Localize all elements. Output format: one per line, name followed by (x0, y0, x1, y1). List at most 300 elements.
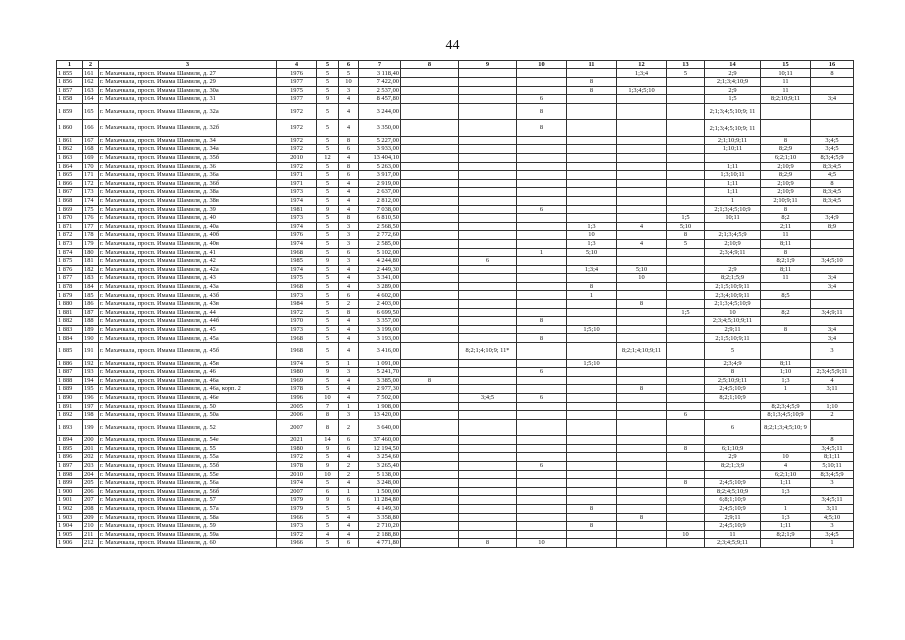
table-cell: 5 (317, 188, 339, 197)
table-cell (617, 504, 667, 513)
table-cell: 5 138,00 (359, 470, 401, 479)
table-cell (459, 300, 517, 309)
table-cell: 10 (617, 274, 667, 283)
table-cell (401, 120, 459, 137)
table-cell: 8 (339, 214, 359, 223)
table-cell: 8 (667, 479, 705, 488)
table-cell: 10 (317, 470, 339, 479)
table-cell: г. Махачкала, просп. Имама Шамиля, д. 36 (99, 162, 277, 171)
table-cell: г. Махачкала, просп. Имама Шамиля, д. 40б (99, 231, 277, 240)
table-cell (567, 436, 617, 445)
table-cell (459, 179, 517, 188)
table-cell (517, 325, 567, 334)
table-cell: 8;5 (761, 291, 811, 300)
table-cell (667, 376, 705, 385)
table-cell: 7 502,00 (359, 393, 401, 402)
table-cell: 6 699,50 (359, 308, 401, 317)
table-cell: 186 (83, 300, 99, 309)
table-cell: 3;4 (811, 325, 854, 334)
table-cell (667, 343, 705, 360)
table-cell: 1 878 (57, 282, 83, 291)
table-cell (517, 239, 567, 248)
table-cell (667, 95, 705, 104)
table-cell: 1972 (277, 103, 317, 120)
table-cell (811, 205, 854, 214)
table-cell: 3 (339, 368, 359, 377)
table-cell: 5 (317, 291, 339, 300)
table-cell (667, 461, 705, 470)
table-cell (459, 205, 517, 214)
table-cell: 1974 (277, 222, 317, 231)
table-cell: 1 871 (57, 222, 83, 231)
table-cell: 1968 (277, 334, 317, 343)
table-row (57, 103, 854, 120)
table-cell: 1971 (277, 179, 317, 188)
table-cell: 8;2;3;4;5;9 (761, 402, 811, 411)
table-cell: 8;2;1;9 (761, 257, 811, 266)
table-cell: 1 898 (57, 470, 83, 479)
table-cell: 185 (83, 291, 99, 300)
table-cell (567, 343, 617, 360)
table-cell: 5 (317, 69, 339, 78)
table-cell: 4 (617, 239, 667, 248)
table-cell: г. Махачкала, просп. Имама Шамиля, д. 42а (99, 265, 277, 274)
table-cell: 6 (517, 461, 567, 470)
table-cell: 1 500,00 (359, 487, 401, 496)
table-cell: 6 (339, 291, 359, 300)
table-cell (667, 103, 705, 120)
table-cell (811, 419, 854, 436)
table-cell: г. Махачкала, просп. Имама Шамиля, д. 44 (99, 308, 277, 317)
table-row (57, 453, 854, 462)
table-cell: 9 (317, 496, 339, 505)
table-cell: 11 (705, 530, 761, 539)
table-cell: 8 (517, 317, 567, 326)
table-cell: 3 193,00 (359, 334, 401, 343)
table-cell (667, 120, 705, 137)
table-cell: 5 241,70 (359, 368, 401, 377)
table-cell: 1 879 (57, 291, 83, 300)
table-cell: 2;3;4;5;9;11 (811, 368, 854, 377)
table-cell (517, 479, 567, 488)
table-cell (667, 359, 705, 368)
table-cell: 8 (317, 411, 339, 420)
table-cell (667, 145, 705, 154)
table-cell: 5 (317, 359, 339, 368)
table-cell (517, 436, 567, 445)
table-cell: 5 (317, 343, 339, 360)
table-cell: 170 (83, 162, 99, 171)
table-cell: 7 038,00 (359, 205, 401, 214)
table-cell: 2;1;3;4;5;10;9; 11 (705, 120, 761, 137)
table-cell (705, 402, 761, 411)
table-cell (567, 257, 617, 266)
table-cell: 4;5 (811, 171, 854, 180)
table-cell: г. Махачкала, просп. Имама Шамиля, д. 60 (99, 539, 277, 548)
table-cell (705, 257, 761, 266)
table-cell: г. Махачкала, просп. Имама Шамиля, д. 54е (99, 436, 277, 445)
table-cell: 1;5 (705, 95, 761, 104)
table-cell: 2 772,60 (359, 231, 401, 240)
table-cell: 11 (761, 86, 811, 95)
table-cell: 1985 (277, 257, 317, 266)
table-cell: 3 640,00 (359, 419, 401, 436)
table-cell: 4 149,30 (359, 504, 401, 513)
table-cell: г. Махачкала, просп. Имама Шамиля, д. 44б (99, 317, 277, 326)
table-cell (761, 539, 811, 548)
table-cell: 6 (317, 487, 339, 496)
table-cell (811, 86, 854, 95)
table-row (57, 257, 854, 266)
table-cell (617, 103, 667, 120)
table-cell: 1972 (277, 308, 317, 317)
table-cell: 4 (339, 179, 359, 188)
table-cell (401, 385, 459, 394)
table-cell: г. Махачкала, просп. Имама Шамиля, д. 55а (99, 453, 277, 462)
table-cell: 173 (83, 188, 99, 197)
table-cell (617, 78, 667, 87)
table-cell (459, 231, 517, 240)
table-cell: г. Махачкала, просп. Имама Шамиля, д. 57 (99, 496, 277, 505)
table-cell: 8 (705, 368, 761, 377)
table-cell: 1980 (277, 444, 317, 453)
table-cell: г. Махачкала, просп. Имама Шамиля, д. 45а (99, 334, 277, 343)
table-cell: 208 (83, 504, 99, 513)
table-cell (401, 257, 459, 266)
table-cell (761, 103, 811, 120)
table-cell (401, 282, 459, 291)
table-row (57, 522, 854, 531)
table-cell: 3;4 (811, 282, 854, 291)
table-cell: 5 (317, 196, 339, 205)
table-cell: 8;2;1;4;10;9;11 (617, 343, 667, 360)
table-cell (567, 513, 617, 522)
table-cell: 5 (317, 162, 339, 171)
table-cell (667, 162, 705, 171)
table-cell (567, 393, 617, 402)
table-cell (459, 444, 517, 453)
table-row (57, 282, 854, 291)
table-cell: 190 (83, 334, 99, 343)
table-cell: 8 (667, 444, 705, 453)
table-cell: 169 (83, 153, 99, 162)
table-cell: 1 864 (57, 162, 83, 171)
table-cell: 3 118,40 (359, 69, 401, 78)
table-cell: 3 350,00 (359, 120, 401, 137)
table-cell: 4 (317, 530, 339, 539)
table-cell: 6 (339, 539, 359, 548)
table-cell: 8;11 (761, 265, 811, 274)
table-cell: 188 (83, 317, 99, 326)
table-cell: 207 (83, 496, 99, 505)
table-cell: 1974 (277, 239, 317, 248)
table-cell: 8;1;11 (811, 453, 854, 462)
table-cell: 206 (83, 487, 99, 496)
table-cell: 2;9 (705, 86, 761, 95)
table-cell (667, 300, 705, 309)
table-row (57, 136, 854, 145)
table-cell: 1;10 (761, 368, 811, 377)
table-cell: 1966 (277, 513, 317, 522)
table-cell: 1 894 (57, 436, 83, 445)
table-cell (761, 120, 811, 137)
table-cell (401, 171, 459, 180)
table-cell: 1 883 (57, 325, 83, 334)
table-cell: 5 (317, 248, 339, 257)
table-row (57, 359, 854, 368)
table-cell: 1981 (277, 205, 317, 214)
table-cell: 1 886 (57, 359, 83, 368)
table-cell: 8 (761, 136, 811, 145)
table-cell: г. Махачкала, просп. Имама Шамиля, д. 34 (99, 136, 277, 145)
table-cell: 162 (83, 78, 99, 87)
table-cell: 5 (705, 343, 761, 360)
table-cell: г. Махачкала, просп. Имама Шамиля, д. 43 (99, 274, 277, 283)
table-row (57, 402, 854, 411)
table-cell: 4 (339, 103, 359, 120)
table-cell: 163 (83, 86, 99, 95)
table-cell: 4 (339, 325, 359, 334)
table-cell: 202 (83, 453, 99, 462)
table-row (57, 239, 854, 248)
table-cell: 4 (339, 317, 359, 326)
table-cell (617, 188, 667, 197)
table-cell (459, 334, 517, 343)
table-cell: 1 (705, 196, 761, 205)
table-cell: 2;1;5;10;9;11 (705, 282, 761, 291)
table-cell: 1 863 (57, 153, 83, 162)
table-cell (517, 196, 567, 205)
table-cell (517, 136, 567, 145)
table-cell: 8 (567, 504, 617, 513)
table-cell (459, 470, 517, 479)
table-cell: 1972 (277, 136, 317, 145)
table-cell (401, 368, 459, 377)
table-cell (459, 69, 517, 78)
table-cell (667, 317, 705, 326)
table-cell (517, 274, 567, 283)
table-cell: 1 866 (57, 179, 83, 188)
table-cell: 3;4 (811, 95, 854, 104)
table-cell: 1972 (277, 453, 317, 462)
table-cell: г. Махачкала, просп. Имама Шамиля, д. 27 (99, 69, 277, 78)
table-cell (459, 239, 517, 248)
table-cell: 1 901 (57, 496, 83, 505)
table-row (57, 308, 854, 317)
table-row (57, 196, 854, 205)
column-header: 10 (517, 61, 567, 69)
table-cell: 1 874 (57, 248, 83, 257)
table-cell: 209 (83, 513, 99, 522)
table-cell (459, 248, 517, 257)
table-cell: 5 (317, 222, 339, 231)
table-cell: 10 (567, 231, 617, 240)
table-cell: г. Махачкала, просп. Имама Шамиля, д. 55 (99, 444, 277, 453)
table-cell (617, 522, 667, 531)
table-cell: 2 403,00 (359, 300, 401, 309)
table-cell: 1 897 (57, 461, 83, 470)
table-cell: 4 (339, 393, 359, 402)
table-row (57, 248, 854, 257)
table-cell: 5 (317, 308, 339, 317)
table-header-row (57, 61, 854, 69)
table-cell (617, 308, 667, 317)
table-cell: 161 (83, 69, 99, 78)
table-cell: 5;10 (567, 248, 617, 257)
table-cell (517, 179, 567, 188)
table-cell: 8 (517, 103, 567, 120)
table-cell (401, 179, 459, 188)
table-cell: 1968 (277, 282, 317, 291)
table-cell: 6 (339, 436, 359, 445)
table-cell (617, 461, 667, 470)
table-cell (401, 188, 459, 197)
table-cell: 1;5;10 (567, 359, 617, 368)
table-cell: г. Махачкала, просп. Имама Шамиля, д. 40а (99, 222, 277, 231)
table-cell: 195 (83, 385, 99, 394)
table-cell: г. Махачкала, просп. Имама Шамиля, д. 30а (99, 86, 277, 95)
table-cell: 8;3;4;5 (811, 196, 854, 205)
table-cell: 2;4;5;10;9 (705, 504, 761, 513)
table-cell: 8 (339, 136, 359, 145)
table-row (57, 504, 854, 513)
table-cell: 5 (317, 385, 339, 394)
table-cell: 1 889 (57, 385, 83, 394)
table-cell (567, 496, 617, 505)
table-cell: г. Махачкала, просп. Имама Шамиля, д. 58а (99, 513, 277, 522)
table-cell: 5 (317, 120, 339, 137)
table-cell: 200 (83, 436, 99, 445)
table-cell: 6 (517, 95, 567, 104)
table-cell: 1 857 (57, 86, 83, 95)
table-cell (459, 308, 517, 317)
table-cell (459, 103, 517, 120)
table-cell: 178 (83, 231, 99, 240)
table-cell: 4 (339, 513, 359, 522)
table-cell: 1 904 (57, 522, 83, 531)
table-cell: 8 (761, 205, 811, 214)
table-cell: 5 (317, 239, 339, 248)
table-cell (401, 539, 459, 548)
table-cell: 2;1;10;9;11 (705, 136, 761, 145)
table-cell: 4 (339, 196, 359, 205)
table-cell: 191 (83, 343, 99, 360)
table-cell: 8 (517, 120, 567, 137)
table-cell: 2021 (277, 436, 317, 445)
table-cell: 1968 (277, 343, 317, 360)
table-cell (401, 248, 459, 257)
table-cell: 4 (339, 205, 359, 214)
table-cell: 1980 (277, 368, 317, 377)
table-cell (401, 325, 459, 334)
table-cell: 3 (811, 522, 854, 531)
table-cell: 1 872 (57, 231, 83, 240)
table-cell (401, 265, 459, 274)
table-cell (667, 171, 705, 180)
table-cell (517, 69, 567, 78)
table-cell (617, 453, 667, 462)
table-cell (617, 145, 667, 154)
table-cell: 1 (339, 487, 359, 496)
table-cell: 210 (83, 522, 99, 531)
table-cell: 1974 (277, 196, 317, 205)
table-cell: 6;1;10;9 (705, 444, 761, 453)
table-cell: 6 (517, 393, 567, 402)
table-cell (401, 419, 459, 436)
table-cell: 203 (83, 461, 99, 470)
table-cell: 1973 (277, 325, 317, 334)
table-row (57, 487, 854, 496)
table-cell (401, 274, 459, 283)
table-cell: 10;11 (761, 69, 811, 78)
table-cell (667, 402, 705, 411)
table-cell: г. Махачкала, просп. Имама Шамиля, д. 42 (99, 257, 277, 266)
table-cell (517, 153, 567, 162)
table-cell (459, 188, 517, 197)
table-cell: 8 (617, 513, 667, 522)
table-cell (459, 136, 517, 145)
table-cell: 7 422,00 (359, 78, 401, 87)
table-cell: 167 (83, 136, 99, 145)
table-cell (517, 504, 567, 513)
table-cell (617, 411, 667, 420)
table-cell: 1976 (277, 69, 317, 78)
table-cell: 3;4;5;11 (811, 496, 854, 505)
table-cell (617, 539, 667, 548)
table-cell (459, 504, 517, 513)
table-row (57, 496, 854, 505)
table-cell (459, 436, 517, 445)
table-cell (401, 162, 459, 171)
table-cell (567, 196, 617, 205)
table-row (57, 120, 854, 137)
table-cell: 1;5 (667, 308, 705, 317)
table-cell: 4 (617, 222, 667, 231)
table-row (57, 376, 854, 385)
table-cell: 8;2;10;9;11 (761, 95, 811, 104)
table-cell (401, 214, 459, 223)
table-cell: 11 284,80 (359, 496, 401, 505)
table-row (57, 265, 854, 274)
table-cell: 3;4;9;11 (811, 308, 854, 317)
table-cell: г. Махачкала, просп. Имама Шамиля, д. 32б (99, 120, 277, 137)
table-cell (517, 470, 567, 479)
table-cell: 1968 (277, 248, 317, 257)
table-cell (567, 487, 617, 496)
table-cell (617, 171, 667, 180)
table-cell: 3 (339, 222, 359, 231)
table-cell (517, 376, 567, 385)
table-cell: 180 (83, 248, 99, 257)
table-cell: 1975 (277, 86, 317, 95)
table-cell (459, 479, 517, 488)
table-cell: 3 (339, 239, 359, 248)
table-cell: 3 248,00 (359, 479, 401, 488)
table-cell (401, 411, 459, 420)
table-cell (459, 317, 517, 326)
table-row (57, 231, 854, 240)
table-cell: 1 (811, 539, 854, 548)
table-cell: 1 867 (57, 188, 83, 197)
table-cell: 1 906 (57, 539, 83, 548)
table-cell: 8 (567, 78, 617, 87)
table-cell: 1996 (277, 393, 317, 402)
table-cell: 2;10;9;11 (761, 196, 811, 205)
table-cell (617, 436, 667, 445)
table-cell (667, 522, 705, 531)
table-cell: г. Махачкала, просп. Имама Шамиля, д. 36а (99, 171, 277, 180)
table-cell: 5;10 (617, 265, 667, 274)
